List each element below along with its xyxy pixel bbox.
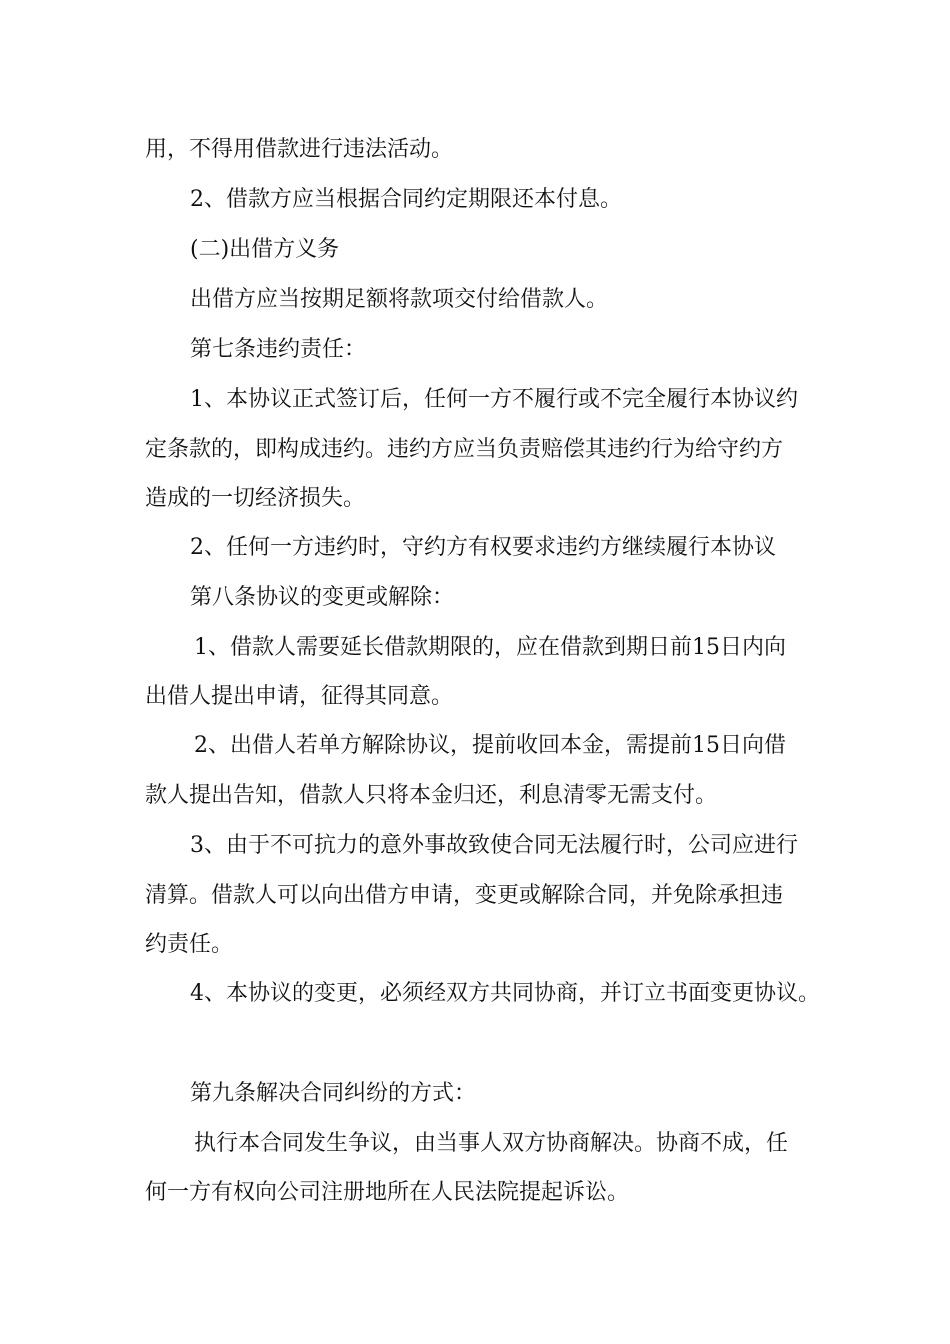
- article-heading: 第七条违约责任：: [190, 337, 367, 362]
- text-line: 3、由于不可抗力的意外事故致使合同无法履行时，公司应进行: [190, 833, 798, 858]
- text-line: 定条款的，即构成违约。违约方应当负责赔偿其违约行为给守约方: [145, 437, 784, 462]
- text-line: 用，不得用借款进行违法活动。: [145, 137, 454, 162]
- text-line: 何一方有权向公司注册地所在人民法院提起诉讼。: [145, 1180, 630, 1205]
- text-line: 造成的一切经济损失。: [145, 486, 366, 511]
- text-line: 执行本合同发生争议，由当事人双方协商解决。协商不成，任: [194, 1131, 789, 1156]
- text-line: 2、出借人若单方解除协议，提前收回本金，需提前15日向借: [194, 733, 786, 758]
- text-line: 出借方应当按期足额将款项交付给借款人。: [190, 287, 609, 312]
- text-line: 2、任何一方违约时，守约方有权要求违约方继续履行本协议: [190, 535, 776, 560]
- text-line: 款人提出告知，借款人只将本金归还，利息清零无需支付。: [145, 783, 718, 808]
- article-heading: 第八条协议的变更或解除：: [190, 585, 455, 610]
- text-line: 1、借款人需要延长借款期限的，应在借款到期日前15日内向: [194, 635, 786, 660]
- section-heading: (二)出借方义务: [190, 237, 340, 262]
- text-line: 约责任。: [145, 932, 234, 957]
- text-line: 4、本协议的变更，必须经双方共同协商，并订立书面变更协议。: [190, 981, 820, 1006]
- article-heading: 第九条解决合同纠纷的方式：: [190, 1081, 477, 1106]
- text-line: 1、本协议正式签订后，任何一方不履行或不完全履行本协议约: [190, 387, 798, 412]
- text-line: 2、借款方应当根据合同约定期限还本付息。: [190, 187, 622, 212]
- text-line: 清算。借款人可以向出借方申请，变更或解除合同，并免除承担违: [145, 883, 784, 908]
- text-line: 出借人提出申请，征得其同意。: [145, 684, 454, 709]
